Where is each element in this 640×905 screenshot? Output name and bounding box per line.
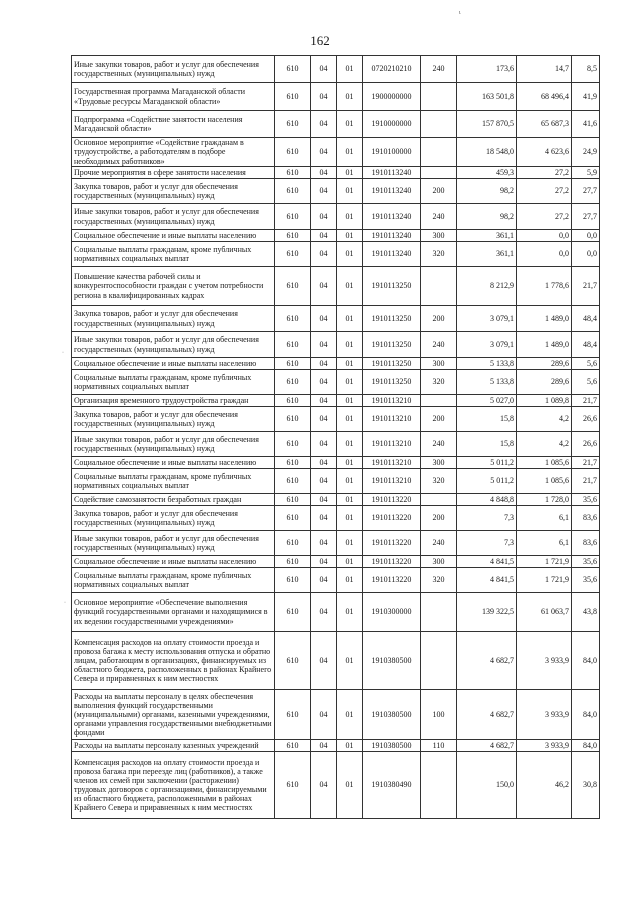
executed-amount: 3 933,9 <box>517 740 572 752</box>
table-row <box>72 230 600 242</box>
section-code: 04 <box>311 690 337 740</box>
budget-item-name: Прочие мероприятия в сфере занятости населения <box>72 167 275 179</box>
expense-type-code: 200 <box>421 407 457 432</box>
section-code: 04 <box>311 204 337 230</box>
section-code: 04 <box>311 230 337 242</box>
table-row <box>72 370 600 395</box>
execution-percent: 48,4 <box>572 332 600 358</box>
subsection-code: 01 <box>337 332 363 358</box>
table-row <box>72 204 600 230</box>
ministry-code: 610 <box>275 568 311 593</box>
ministry-code: 610 <box>275 111 311 138</box>
budget-item-name: Социальное обеспечение и иные выплаты населению <box>72 556 275 568</box>
executed-amount: 14,7 <box>517 56 572 83</box>
target-article-code: 1910113220 <box>363 506 421 531</box>
execution-percent: 48,4 <box>572 306 600 332</box>
ministry-code: 610 <box>275 138 311 167</box>
approved-amount: 8 212,9 <box>457 267 517 306</box>
executed-amount: 0,0 <box>517 242 572 267</box>
page-number: 162 <box>310 33 330 48</box>
section-code: 04 <box>311 167 337 179</box>
approved-amount: 5 133,8 <box>457 358 517 370</box>
approved-amount: 5 011,2 <box>457 457 517 469</box>
approved-amount: 157 870,5 <box>457 111 517 138</box>
table-row <box>72 111 600 138</box>
table-row <box>72 494 600 506</box>
expense-type-code <box>421 167 457 179</box>
expense-type-code: 240 <box>421 56 457 83</box>
approved-amount: 5 011,2 <box>457 469 517 494</box>
expense-type-code <box>421 494 457 506</box>
execution-percent: 35,6 <box>572 556 600 568</box>
section-code: 04 <box>311 752 337 819</box>
subsection-code: 01 <box>337 56 363 83</box>
section-code: 04 <box>311 556 337 568</box>
executed-amount: 1 085,6 <box>517 469 572 494</box>
execution-percent: 0,0 <box>572 230 600 242</box>
execution-percent: 84,0 <box>572 632 600 690</box>
executed-amount: 27,2 <box>517 167 572 179</box>
ministry-code: 610 <box>275 593 311 632</box>
subsection-code: 01 <box>337 568 363 593</box>
subsection-code: 01 <box>337 531 363 556</box>
target-article-code: 1910113210 <box>363 457 421 469</box>
executed-amount: 1 489,0 <box>517 332 572 358</box>
expense-type-code: 110 <box>421 740 457 752</box>
subsection-code: 01 <box>337 432 363 457</box>
subsection-code: 01 <box>337 167 363 179</box>
expense-type-code: 240 <box>421 531 457 556</box>
executed-amount: 4,2 <box>517 407 572 432</box>
approved-amount: 7,3 <box>457 531 517 556</box>
execution-percent: 30,8 <box>572 752 600 819</box>
budget-item-name: Социальные выплаты гражданам, кроме публичных нормативных социальных выплат <box>72 370 275 395</box>
ministry-code: 610 <box>275 56 311 83</box>
approved-amount: 139 322,5 <box>457 593 517 632</box>
ministry-code: 610 <box>275 494 311 506</box>
target-article-code: 1910113210 <box>363 395 421 407</box>
expense-type-code: 100 <box>421 690 457 740</box>
budget-item-name: Иные закупки товаров, работ и услуг для обеспечения государственных (муниципальных) нужд <box>72 432 275 457</box>
ministry-code: 610 <box>275 395 311 407</box>
approved-amount: 173,6 <box>457 56 517 83</box>
table-row <box>72 593 600 632</box>
execution-percent: 84,0 <box>572 740 600 752</box>
section-code: 04 <box>311 179 337 204</box>
expense-type-code <box>421 111 457 138</box>
table-body <box>72 56 600 819</box>
expense-type-code: 200 <box>421 306 457 332</box>
expense-type-code <box>421 138 457 167</box>
execution-percent: 84,0 <box>572 690 600 740</box>
approved-amount: 4 682,7 <box>457 632 517 690</box>
approved-amount: 4 682,7 <box>457 740 517 752</box>
execution-percent: 0,0 <box>572 242 600 267</box>
expense-type-code <box>421 632 457 690</box>
budget-item-name: Содействие самозанятости безработных граждан <box>72 494 275 506</box>
approved-amount: 3 079,1 <box>457 332 517 358</box>
expense-type-code: 300 <box>421 457 457 469</box>
scan-speck: ι <box>459 10 461 16</box>
section-code: 04 <box>311 306 337 332</box>
budget-item-name: Закупка товаров, работ и услуг для обеспечения государственных (муниципальных) нужд <box>72 179 275 204</box>
expense-type-code: 320 <box>421 568 457 593</box>
budget-item-name: Основное мероприятие «Обеспечение выполнения функций государственными органами и находящимися в их ведении государственными учреждениями» <box>72 593 275 632</box>
ministry-code: 610 <box>275 432 311 457</box>
execution-percent: 83,6 <box>572 531 600 556</box>
execution-percent: 27,7 <box>572 204 600 230</box>
budget-item-name: Организация временного трудоустройства граждан <box>72 395 275 407</box>
table-row <box>72 332 600 358</box>
executed-amount: 3 933,9 <box>517 632 572 690</box>
executed-amount: 27,2 <box>517 204 572 230</box>
execution-percent: 8,5 <box>572 56 600 83</box>
target-article-code: 1910000000 <box>363 111 421 138</box>
approved-amount: 15,8 <box>457 407 517 432</box>
approved-amount: 18 548,0 <box>457 138 517 167</box>
expense-type-code: 300 <box>421 230 457 242</box>
budget-item-name: Подпрограмма «Содействие занятости населения Магаданской области» <box>72 111 275 138</box>
target-article-code: 1910380500 <box>363 690 421 740</box>
executed-amount: 27,2 <box>517 179 572 204</box>
approved-amount: 4 841,5 <box>457 568 517 593</box>
section-code: 04 <box>311 407 337 432</box>
expense-type-code <box>421 752 457 819</box>
subsection-code: 01 <box>337 204 363 230</box>
ministry-code: 610 <box>275 752 311 819</box>
execution-percent: 27,7 <box>572 179 600 204</box>
subsection-code: 01 <box>337 690 363 740</box>
subsection-code: 01 <box>337 593 363 632</box>
expense-type-code: 240 <box>421 432 457 457</box>
budget-item-name: Расходы на выплаты персоналу казенных учреждений <box>72 740 275 752</box>
ministry-code: 610 <box>275 242 311 267</box>
section-code: 04 <box>311 56 337 83</box>
approved-amount: 150,0 <box>457 752 517 819</box>
executed-amount: 289,6 <box>517 370 572 395</box>
table-row <box>72 556 600 568</box>
section-code: 04 <box>311 469 337 494</box>
section-code: 04 <box>311 457 337 469</box>
subsection-code: 01 <box>337 306 363 332</box>
approved-amount: 4 841,5 <box>457 556 517 568</box>
ministry-code: 610 <box>275 370 311 395</box>
subsection-code: 01 <box>337 740 363 752</box>
target-article-code: 1910113220 <box>363 568 421 593</box>
budget-table <box>71 55 600 819</box>
executed-amount: 1 089,8 <box>517 395 572 407</box>
ministry-code: 610 <box>275 167 311 179</box>
approved-amount: 4 682,7 <box>457 690 517 740</box>
target-article-code: 1910113240 <box>363 242 421 267</box>
executed-amount: 4,2 <box>517 432 572 457</box>
section-code: 04 <box>311 506 337 531</box>
table-row <box>72 632 600 690</box>
subsection-code: 01 <box>337 111 363 138</box>
expense-type-code: 320 <box>421 242 457 267</box>
subsection-code: 01 <box>337 138 363 167</box>
subsection-code: 01 <box>337 556 363 568</box>
subsection-code: 01 <box>337 179 363 204</box>
expense-type-code <box>421 83 457 111</box>
expense-type-code: 320 <box>421 469 457 494</box>
approved-amount: 98,2 <box>457 204 517 230</box>
execution-percent: 26,6 <box>572 407 600 432</box>
table-row <box>72 469 600 494</box>
target-article-code: 1910113250 <box>363 370 421 395</box>
budget-item-name: Компенсация расходов на оплату стоимости проезда и провоза багажа при переезде лиц (работников), а также членов их семей при заключении (расторжении) трудовых договоров с организациями, финансируемыми из областного бюджета, расположенными в районах Крайнего Севера и приравненных к ним местностях <box>72 752 275 819</box>
ministry-code: 610 <box>275 469 311 494</box>
budget-item-name: Социальное обеспечение и иные выплаты населению <box>72 457 275 469</box>
budget-item-name: Закупка товаров, работ и услуг для обеспечения государственных (муниципальных) нужд <box>72 407 275 432</box>
section-code: 04 <box>311 332 337 358</box>
target-article-code: 1910380490 <box>363 752 421 819</box>
executed-amount: 6,1 <box>517 531 572 556</box>
expense-type-code <box>421 395 457 407</box>
expense-type-code: 200 <box>421 506 457 531</box>
target-article-code: 0720210210 <box>363 56 421 83</box>
table-row <box>72 407 600 432</box>
target-article-code: 1910113210 <box>363 407 421 432</box>
budget-item-name: Иные закупки товаров, работ и услуг для обеспечения государственных (муниципальных) нужд <box>72 332 275 358</box>
budget-item-name: Повышение качества рабочей силы и конкурентоспособности граждан с учетом потребности региона в квалифицированных кадрах <box>72 267 275 306</box>
executed-amount: 4 623,6 <box>517 138 572 167</box>
approved-amount: 98,2 <box>457 179 517 204</box>
table-row <box>72 358 600 370</box>
target-article-code: 1910113240 <box>363 204 421 230</box>
ministry-code: 610 <box>275 83 311 111</box>
expense-type-code: 300 <box>421 556 457 568</box>
table-row <box>72 531 600 556</box>
execution-percent: 43,8 <box>572 593 600 632</box>
approved-amount: 361,1 <box>457 230 517 242</box>
budget-item-name: Закупка товаров, работ и услуг для обеспечения государственных (муниципальных) нужд <box>72 506 275 531</box>
expense-type-code: 240 <box>421 204 457 230</box>
budget-item-name: Иные закупки товаров, работ и услуг для обеспечения государственных (муниципальных) нужд <box>72 56 275 83</box>
subsection-code: 01 <box>337 457 363 469</box>
target-article-code: 1910113210 <box>363 432 421 457</box>
ministry-code: 610 <box>275 632 311 690</box>
approved-amount: 459,3 <box>457 167 517 179</box>
approved-amount: 163 501,8 <box>457 83 517 111</box>
section-code: 04 <box>311 370 337 395</box>
approved-amount: 5 027,0 <box>457 395 517 407</box>
margin-mark: · <box>62 350 64 356</box>
ministry-code: 610 <box>275 690 311 740</box>
section-code: 04 <box>311 111 337 138</box>
approved-amount: 3 079,1 <box>457 306 517 332</box>
table-row <box>72 306 600 332</box>
target-article-code: 1910113250 <box>363 306 421 332</box>
approved-amount: 4 848,8 <box>457 494 517 506</box>
table-row <box>72 242 600 267</box>
table-row <box>72 432 600 457</box>
executed-amount: 61 063,7 <box>517 593 572 632</box>
expense-type-code <box>421 593 457 632</box>
expense-type-code: 200 <box>421 179 457 204</box>
subsection-code: 01 <box>337 469 363 494</box>
section-code: 04 <box>311 138 337 167</box>
ministry-code: 610 <box>275 332 311 358</box>
subsection-code: 01 <box>337 494 363 506</box>
section-code: 04 <box>311 632 337 690</box>
table-row <box>72 138 600 167</box>
execution-percent: 21,7 <box>572 395 600 407</box>
executed-amount: 46,2 <box>517 752 572 819</box>
table-row <box>72 740 600 752</box>
target-article-code: 1910113220 <box>363 531 421 556</box>
subsection-code: 01 <box>337 395 363 407</box>
target-article-code: 1910113240 <box>363 167 421 179</box>
target-article-code: 1900000000 <box>363 83 421 111</box>
execution-percent: 21,7 <box>572 457 600 469</box>
subsection-code: 01 <box>337 407 363 432</box>
section-code: 04 <box>311 568 337 593</box>
subsection-code: 01 <box>337 358 363 370</box>
budget-item-name: Государственная программа Магаданской области «Трудовые ресурсы Магаданской области» <box>72 83 275 111</box>
subsection-code: 01 <box>337 752 363 819</box>
section-code: 04 <box>311 593 337 632</box>
section-code: 04 <box>311 432 337 457</box>
ministry-code: 610 <box>275 306 311 332</box>
budget-item-name: Закупка товаров, работ и услуг для обеспечения государственных (муниципальных) нужд <box>72 306 275 332</box>
target-article-code: 1910113220 <box>363 556 421 568</box>
executed-amount: 6,1 <box>517 506 572 531</box>
section-code: 04 <box>311 395 337 407</box>
executed-amount: 289,6 <box>517 358 572 370</box>
executed-amount: 1 778,6 <box>517 267 572 306</box>
subsection-code: 01 <box>337 242 363 267</box>
executed-amount: 1 728,0 <box>517 494 572 506</box>
executed-amount: 1 721,9 <box>517 568 572 593</box>
ministry-code: 610 <box>275 740 311 752</box>
ministry-code: 610 <box>275 457 311 469</box>
target-article-code: 1910100000 <box>363 138 421 167</box>
ministry-code: 610 <box>275 267 311 306</box>
target-article-code: 1910113210 <box>363 469 421 494</box>
approved-amount: 7,3 <box>457 506 517 531</box>
ministry-code: 610 <box>275 506 311 531</box>
executed-amount: 1 489,0 <box>517 306 572 332</box>
executed-amount: 0,0 <box>517 230 572 242</box>
budget-item-name: Социальное обеспечение и иные выплаты населению <box>72 358 275 370</box>
target-article-code: 1910113250 <box>363 332 421 358</box>
budget-item-name: Иные закупки товаров, работ и услуг для обеспечения государственных (муниципальных) нужд <box>72 204 275 230</box>
table-row <box>72 83 600 111</box>
table-row <box>72 690 600 740</box>
ministry-code: 610 <box>275 204 311 230</box>
subsection-code: 01 <box>337 230 363 242</box>
margin-mark: · <box>64 600 66 606</box>
execution-percent: 21,7 <box>572 267 600 306</box>
target-article-code: 1910380500 <box>363 740 421 752</box>
subsection-code: 01 <box>337 267 363 306</box>
execution-percent: 41,6 <box>572 111 600 138</box>
approved-amount: 5 133,8 <box>457 370 517 395</box>
table-row <box>72 752 600 819</box>
target-article-code: 1910113220 <box>363 494 421 506</box>
section-code: 04 <box>311 740 337 752</box>
expense-type-code: 300 <box>421 358 457 370</box>
execution-percent: 5,6 <box>572 358 600 370</box>
target-article-code: 1910113240 <box>363 179 421 204</box>
execution-percent: 35,6 <box>572 568 600 593</box>
section-code: 04 <box>311 83 337 111</box>
budget-item-name: Социальные выплаты гражданам, кроме публичных нормативных социальных выплат <box>72 469 275 494</box>
target-article-code: 1910380500 <box>363 632 421 690</box>
table-row <box>72 568 600 593</box>
expense-type-code <box>421 267 457 306</box>
budget-item-name: Социальные выплаты гражданам, кроме публичных нормативных социальных выплат <box>72 568 275 593</box>
execution-percent: 41,9 <box>572 83 600 111</box>
executed-amount: 65 687,3 <box>517 111 572 138</box>
budget-item-name: Расходы на выплаты персоналу в целях обеспечения выполнения функций государственными (муниципальными) органами, казенными учреждениями, органами управления государственными внебюджетными фондами <box>72 690 275 740</box>
execution-percent: 83,6 <box>572 506 600 531</box>
expense-type-code: 240 <box>421 332 457 358</box>
section-code: 04 <box>311 242 337 267</box>
approved-amount: 15,8 <box>457 432 517 457</box>
budget-item-name: Иные закупки товаров, работ и услуг для обеспечения государственных (муниципальных) нужд <box>72 531 275 556</box>
target-article-code: 1910113250 <box>363 267 421 306</box>
executed-amount: 1 085,6 <box>517 457 572 469</box>
ministry-code: 610 <box>275 556 311 568</box>
subsection-code: 01 <box>337 506 363 531</box>
target-article-code: 1910113250 <box>363 358 421 370</box>
section-code: 04 <box>311 494 337 506</box>
table-row <box>72 506 600 531</box>
executed-amount: 1 721,9 <box>517 556 572 568</box>
approved-amount: 361,1 <box>457 242 517 267</box>
execution-percent: 5,6 <box>572 370 600 395</box>
executed-amount: 68 496,4 <box>517 83 572 111</box>
budget-item-name: Компенсация расходов на оплату стоимости проезда и провоза багажа к месту использования отпуска и обратно лицам, работающим в организациях, финансируемых из областного бюджета, расположенных в районах Крайнего Севера и приравненных к ним местностях <box>72 632 275 690</box>
section-code: 04 <box>311 267 337 306</box>
table-row <box>72 167 600 179</box>
execution-percent: 5,9 <box>572 167 600 179</box>
expense-type-code: 320 <box>421 370 457 395</box>
execution-percent: 21,7 <box>572 469 600 494</box>
execution-percent: 26,6 <box>572 432 600 457</box>
ministry-code: 610 <box>275 407 311 432</box>
table-row <box>72 267 600 306</box>
subsection-code: 01 <box>337 632 363 690</box>
budget-item-name: Социальное обеспечение и иные выплаты населению <box>72 230 275 242</box>
ministry-code: 610 <box>275 531 311 556</box>
budget-item-name: Основное мероприятие «Содействие гражданам в трудоустройстве, а работодателям в подборе необходимых работников» <box>72 138 275 167</box>
table-row <box>72 395 600 407</box>
section-code: 04 <box>311 358 337 370</box>
subsection-code: 01 <box>337 83 363 111</box>
target-article-code: 1910113240 <box>363 230 421 242</box>
section-code: 04 <box>311 531 337 556</box>
table-row <box>72 457 600 469</box>
target-article-code: 1910300000 <box>363 593 421 632</box>
table-row <box>72 56 600 83</box>
ministry-code: 610 <box>275 230 311 242</box>
subsection-code: 01 <box>337 370 363 395</box>
executed-amount: 3 933,9 <box>517 690 572 740</box>
execution-percent: 35,6 <box>572 494 600 506</box>
ministry-code: 610 <box>275 179 311 204</box>
budget-item-name: Социальные выплаты гражданам, кроме публичных нормативных социальных выплат <box>72 242 275 267</box>
table-row <box>72 179 600 204</box>
ministry-code: 610 <box>275 358 311 370</box>
execution-percent: 24,9 <box>572 138 600 167</box>
